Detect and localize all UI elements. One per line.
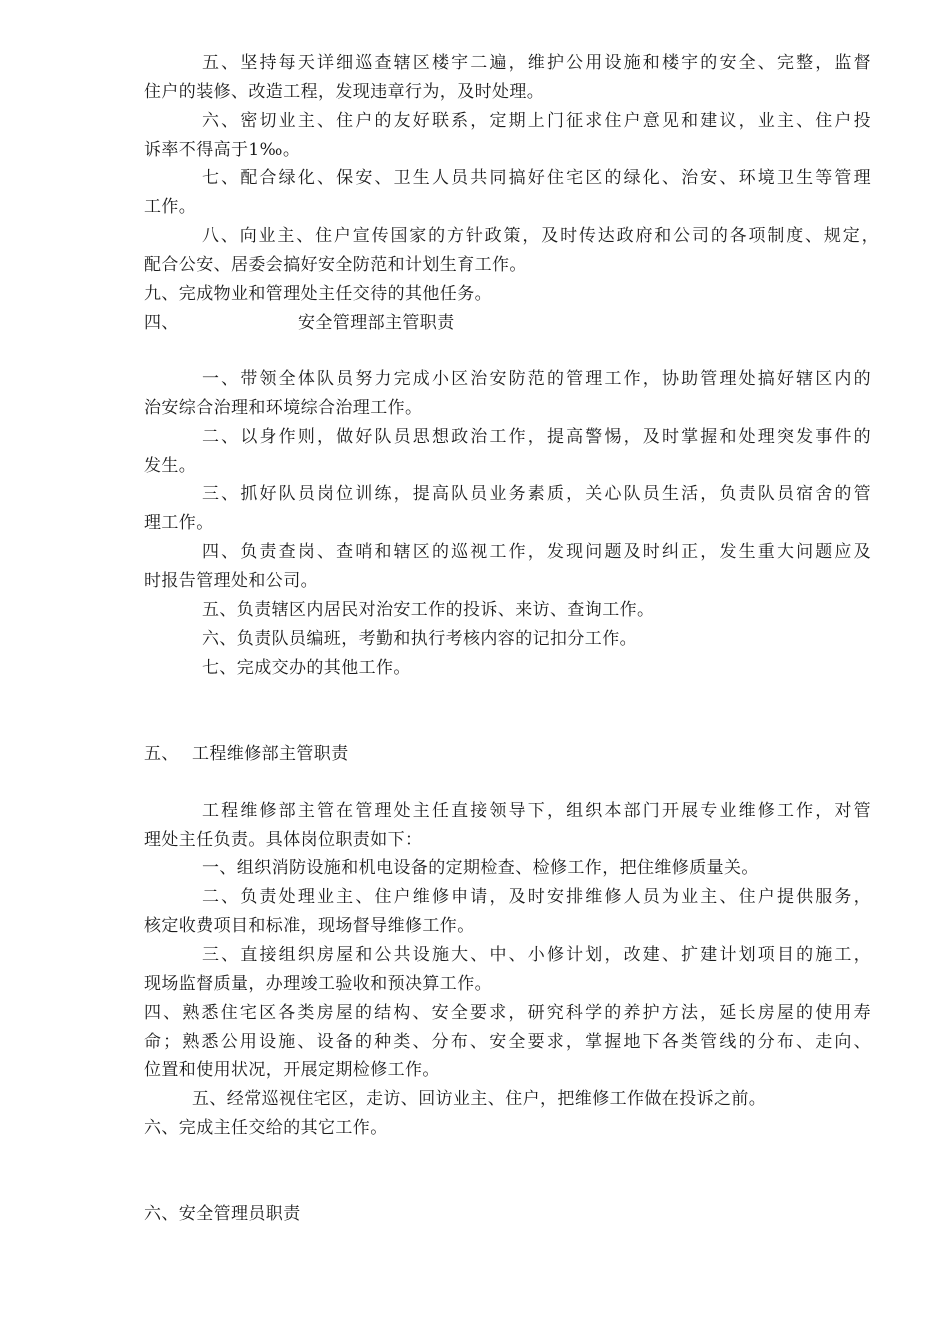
s4-item-2-line-2: 发生。 <box>144 456 197 476</box>
prev-item-6-line-2: 诉率不得高于1‰。 <box>144 140 301 160</box>
prev-item-9: 九、完成物业和管理处主任交待的其他任务。 <box>144 284 492 304</box>
s4-item-4-line-1: 四、负责查岗、查哨和辖区的巡视工作，发现问题及时纠正，发生重大问题应及 <box>202 542 871 562</box>
s5-item-4-line-1: 四、熟悉住宅区各类房屋的结构、安全要求，研究科学的养护方法，延长房屋的使用寿 <box>144 1003 871 1023</box>
section-5-title: 工程维修部主管职责 <box>192 744 349 764</box>
s5-item-3-line-1: 三、直接组织房屋和公共设施大、中、小修计划，改建、扩建计划项目的施工， <box>202 945 871 965</box>
prev-item-6-line-1: 六、密切业主、住户的友好联系，定期上门征求住户意见和建议，业主、住户投 <box>202 111 871 131</box>
section-6-title: 六、安全管理员职责 <box>144 1204 301 1224</box>
s5-intro-line-1: 工程维修部主管在管理处主任直接领导下，组织本部门开展专业维修工作，对管 <box>202 801 871 821</box>
s5-item-4-line-2: 命；熟悉公用设施、设备的种类、分布、安全要求，掌握地下各类管线的分布、走向、 <box>144 1032 871 1052</box>
prev-item-7-line-2: 工作。 <box>144 197 197 217</box>
s4-item-3-line-1: 三、抓好队员岗位训练，提高队员业务素质，关心队员生活，负责队员宿舍的管 <box>202 484 871 504</box>
s5-intro-line-2: 理处主任负责。具体岗位职责如下： <box>144 830 423 850</box>
prev-item-8-line-2: 配合公安、居委会搞好安全防范和计划生育工作。 <box>144 255 527 275</box>
s4-item-4-line-2: 时报告管理处和公司。 <box>144 571 318 591</box>
section-4-number: 四、 <box>144 313 179 333</box>
s5-item-1: 一、组织消防设施和机电设备的定期检查、检修工作，把住维修质量关。 <box>202 858 759 878</box>
prev-item-5-line-2: 住户的装修、改造工程，发现违章行为，及时处理。 <box>144 82 545 102</box>
s4-item-1-line-2: 治安综合治理和环境综合治理工作。 <box>144 398 423 418</box>
s4-item-7: 七、完成交办的其他工作。 <box>202 658 411 678</box>
prev-item-7-line-1: 七、配合绿化、保安、卫生人员共同搞好住宅区的绿化、治安、环境卫生等管理 <box>202 168 871 188</box>
s4-item-6: 六、负责队员编班，考勤和执行考核内容的记扣分工作。 <box>202 629 637 649</box>
s5-item-6: 六、完成主任交给的其它工作。 <box>144 1118 388 1138</box>
prev-item-5-line-1: 五、坚持每天详细巡查辖区楼宇二遍，维护公用设施和楼宇的安全、完整，监督 <box>202 53 871 73</box>
s4-item-5: 五、负责辖区内居民对治安工作的投诉、来访、查询工作。 <box>202 600 655 620</box>
s4-item-3-line-2: 理工作。 <box>144 513 214 533</box>
s5-item-2-line-2: 核定收费项目和标准，现场督导维修工作。 <box>144 916 475 936</box>
s5-item-5: 五、经常巡视住宅区，走访、回访业主、住户，把维修工作做在投诉之前。 <box>192 1089 767 1109</box>
section-4-title: 安全管理部主管职责 <box>298 313 455 333</box>
s5-item-3-line-2: 现场监督质量，办理竣工验收和预决算工作。 <box>144 974 492 994</box>
section-5-number: 五、 <box>144 744 179 764</box>
prev-item-8-line-1: 八、向业主、住户宣传国家的方针政策，及时传达政府和公司的各项制度、规定， <box>202 226 879 246</box>
s5-item-4-line-3: 位置和使用状况，开展定期检修工作。 <box>144 1060 440 1080</box>
s4-item-2-line-1: 二、以身作则，做好队员思想政治工作，提高警惕，及时掌握和处理突发事件的 <box>202 427 871 447</box>
s5-item-2-line-1: 二、负责处理业主、住户维修申请，及时安排维修人员为业主、住户提供服务， <box>202 887 871 907</box>
s4-item-1-line-1: 一、带领全体队员努力完成小区治安防范的管理工作，协助管理处搞好辖区内的 <box>202 369 871 389</box>
